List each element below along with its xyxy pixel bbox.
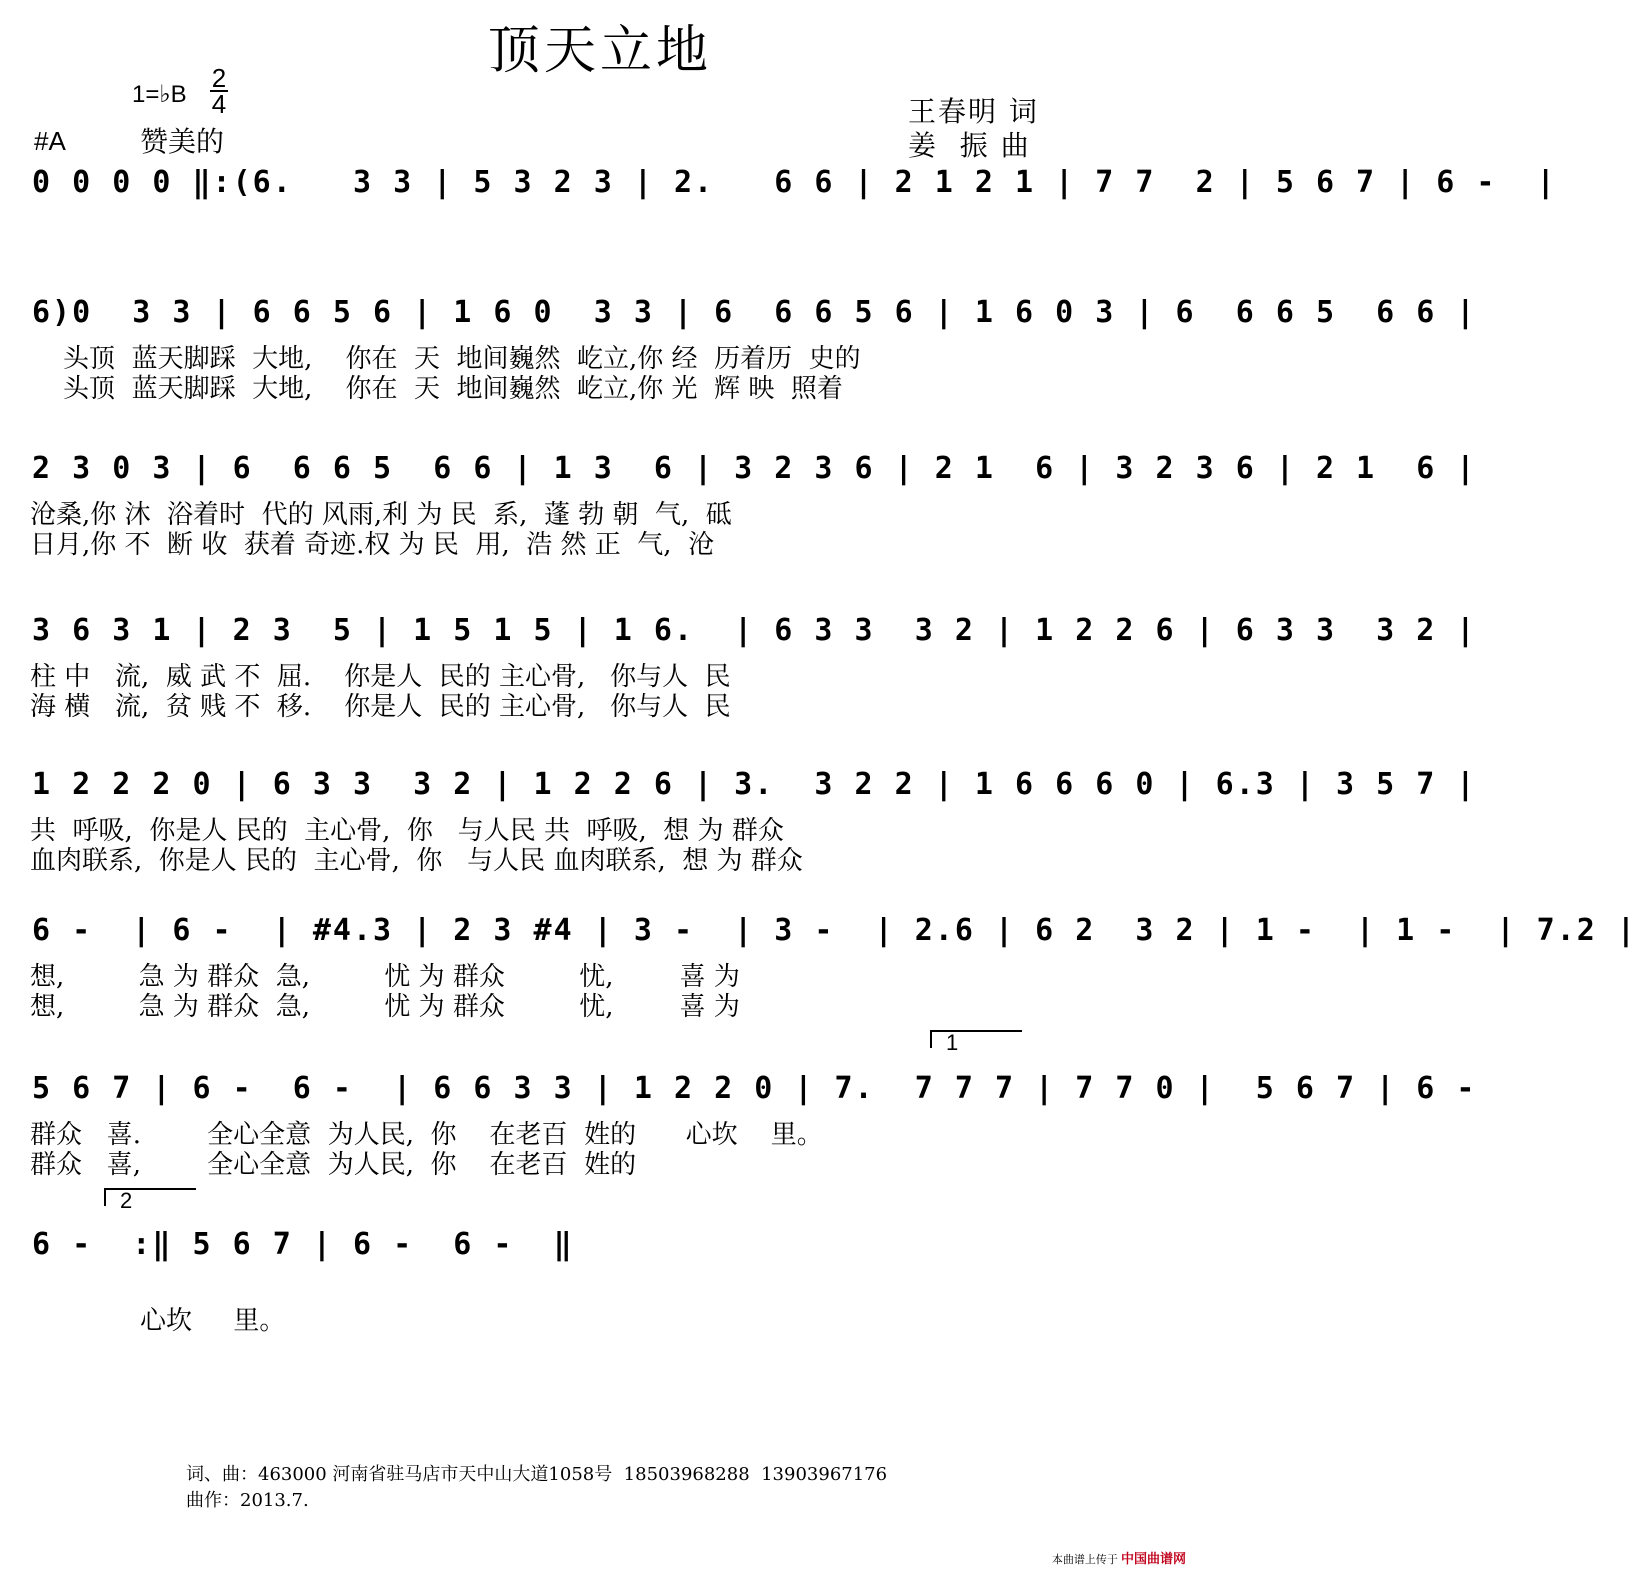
- notation-row-7: 5 6 7 | 6 - 6 - | 6 6 3 3 | 1 2 2 0 | 7. 7 7 7 | 7 7 0 | 5 6 7 | 6 -: [32, 1071, 1477, 1106]
- lyric-row-6-verse-2: 想, 急 为 群众 急, 忧 为 群众 忧, 喜 为: [30, 992, 740, 1022]
- lyric-row-6-verse-1: 想, 急 为 群众 急, 忧 为 群众 忧, 喜 为: [30, 962, 740, 992]
- composer: 姜 振 曲: [908, 129, 1031, 162]
- tempo-marking: 赞美的: [140, 125, 225, 158]
- volta-1: [930, 1030, 1022, 1055]
- upload-note: 本曲谱上传于: [1051, 1554, 1118, 1566]
- lyric-row-4-verse-2: 海 横 流, 贫 贱 不 移. 你是人 民的 主心骨, 你与人 民: [30, 692, 731, 722]
- time-signature-bottom: 4: [211, 89, 227, 119]
- footer-date: 曲作：2013.7.: [186, 1490, 309, 1511]
- notation-row-1: 0 0 0 0 ‖:(6. 3 3 | 5 3 2 3 | 2. 6 6 | 2 1 2 1 | 7 7 2 | 5 6 7 | 6 - |: [32, 165, 1557, 200]
- notation-row-6: 6 - | 6 - | #4.3 | 2 3 #4 | 3 - | 3 - | 2.6 | 6 2 3 2 | 1 - | 1 - | 7.2 |: [32, 913, 1637, 948]
- time-signature-top: 2: [211, 63, 227, 93]
- notation-row-3: 2 3 0 3 | 6 6 6 5 6 6 | 1 3 6 | 3 2 3 6 | 2 1 6 | 3 2 3 6 | 2 1 6 |: [32, 451, 1477, 486]
- notation-row-5: 1 2 2 2 0 | 6 3 3 3 2 | 1 2 2 6 | 3. 3 2 2 | 1 6 6 6 0 | 6.3 | 3 5 7 |: [32, 767, 1477, 802]
- notation-row-4: 3 6 3 1 | 2 3 5 | 1 5 1 5 | 1 6. | 6 3 3 3 2 | 1 2 2 6 | 6 3 3 3 2 |: [32, 613, 1477, 648]
- key-signature: 1=♭B: [132, 81, 187, 108]
- time-signature: [208, 63, 230, 119]
- lyric-row-2-verse-1: 头顶 蓝天脚踩 大地, 你在 天 地间巍然 屹立,你 经 历着历 史的: [30, 344, 861, 374]
- final-lyric: 心坎 里。: [140, 1306, 286, 1336]
- notation-row-8: 6 - :‖ 5 6 7 | 6 - 6 - ‖: [32, 1227, 574, 1262]
- lyric-row-7-verse-2: 群众 喜, 全心全意 为人民, 你 在老百 姓的: [30, 1150, 637, 1180]
- page-title: 顶天立地: [487, 21, 712, 81]
- upload-watermark: [1052, 1548, 1186, 1567]
- lyric-row-2-verse-2: 头顶 蓝天脚踩 大地, 你在 天 地间巍然 屹立,你 光 辉 映 照着: [30, 374, 843, 404]
- volta-1-label: 1: [946, 1030, 959, 1055]
- lyric-row-3-verse-2: 日月,你 不 断 收 获着 奇迹.权 为 民 用, 浩 然 正 气, 沧: [30, 530, 715, 560]
- lyric-row-4-verse-1: 柱 中 流, 威 武 不 屈. 你是人 民的 主心骨, 你与人 民: [30, 662, 731, 692]
- site-logo: 中国曲谱网: [1120, 1551, 1186, 1566]
- lyric-row-3-verse-1: 沧桑,你 沐 浴着时 代的 风雨,利 为 民 系, 蓬 勃 朝 气, 砥: [30, 500, 732, 530]
- lyric-row-5-verse-1: 共 呼吸, 你是人 民的 主心骨, 你 与人民 共 呼吸, 想 为 群众: [30, 816, 784, 846]
- lyric-row-5-verse-2: 血肉联系, 你是人 民的 主心骨, 你 与人民 血肉联系, 想 为 群众: [30, 846, 803, 876]
- footer-contact: 词、曲：463000 河南省驻马店市天中山大道1058号 18503968288 13903967176: [186, 1464, 888, 1485]
- lyric-row-7-verse-1: 群众 喜. 全心全意 为人民, 你 在老百 姓的 心坎 里。: [30, 1120, 823, 1150]
- volta-2-label: 2: [120, 1188, 133, 1213]
- footer: [186, 1462, 887, 1514]
- lyricist: 王春明 词: [908, 95, 1039, 128]
- notation-row-2: 6)0 3 3 | 6 6 5 6 | 1 6 0 3 3 | 6 6 6 5 6 | 1 6 0 3 | 6 6 6 5 6 6 |: [32, 295, 1477, 330]
- volta-2: [104, 1188, 196, 1213]
- original-key: #A: [34, 126, 66, 156]
